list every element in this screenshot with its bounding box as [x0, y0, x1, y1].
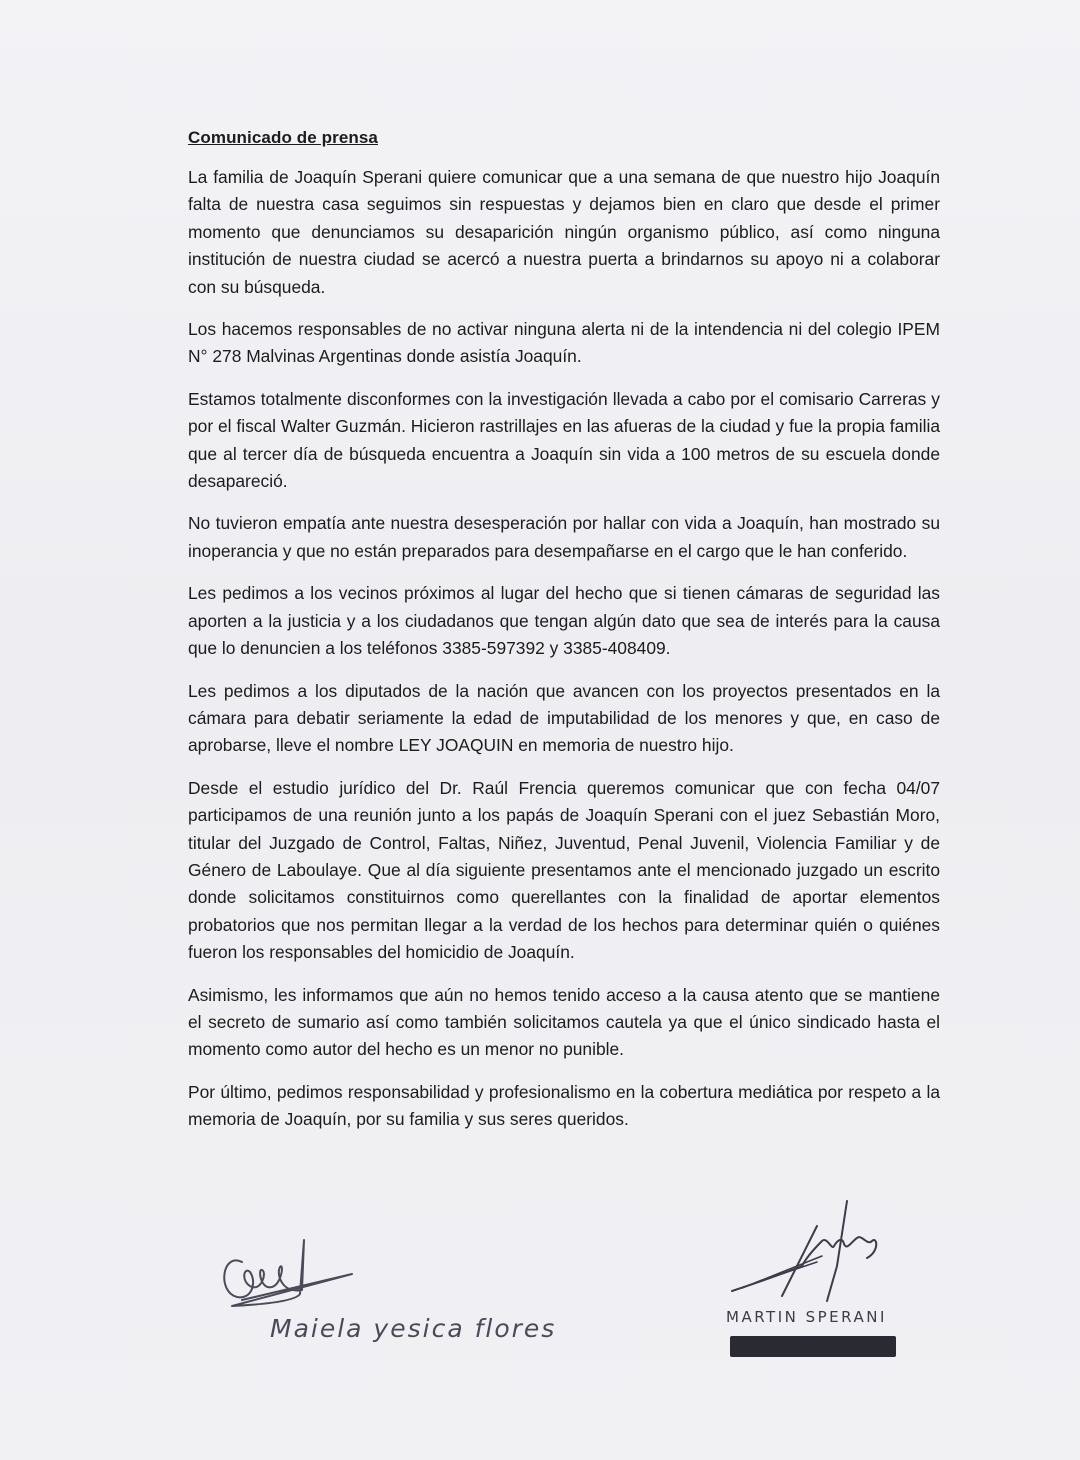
signer-id-redacted [730, 1330, 962, 1358]
paragraph-request-neighbors: Les pedimos a los vecinos próximos al lugar del hecho que si tienen cámaras de seguridad las aporten a la justicia y a los ciudadanos que tengan algún dato que sea de interés para la causa que lo denuncien a los teléfonos 3385-597392 y 3385-408409. [188, 583, 940, 659]
handwritten-signature-icon [212, 1232, 382, 1312]
signature-block-left [212, 1232, 612, 1343]
handwritten-signature-icon [722, 1196, 922, 1306]
paragraph-legal-firm: Desde el estudio jurídico del Dr. Raúl Frencia queremos comunicar que con fecha 04/07 participamos de una reunión junto a los papás de Joaquín Sperani con el juez Sebastián Moro, titular del Juzgado de Control, Faltas, Niñez, Juventud, Penal Juvenil, Violencia Familiar y de Género de Laboulaye. Que al día siguiente presentamos ante el mencionado juzgado un escrito donde solicitamos constituirnos como querellantes con la finalidad de aportar elementos probatorios que nos permitan llegar a la verdad de los hechos para determinar quién o quiénes fueron los responsables del homicidio de Joaquín. [188, 777, 940, 963]
paragraph-request-deputies: Les pedimos a los diputados de la nación que avancen con los proyectos presentados en la cámara para debatir seriamente la edad de imputabilidad de los menores y que, en caso de aprobarse, lleve el nombre LEY JOAQUIN en memoria de nuestro hijo. [188, 680, 940, 756]
redacted-id-number: [DNI redactado] [730, 1336, 896, 1357]
signer-name-right: MARTIN SPERANI [726, 1308, 887, 1326]
paragraph-responsibility: Los hacemos responsables de no activar ninguna alerta ni de la intendencia ni del colegio IPEM N° 278 Malvinas Argentinas donde asistía Joaquín. [188, 319, 940, 367]
document-title: Comunicado de prensa [188, 128, 378, 147]
signer-name-left: Maiela yesica flores [270, 1314, 557, 1343]
paragraph-case-access: Asimismo, les informamos que aún no hemos tenido acceso a la causa atento que se mantiene el secreto de sumario así como también solicitamos cautela ya que el único sindicado hasta el momento como autor del hecho es un menor no punible. [188, 984, 940, 1060]
paragraph-family-statement: La familia de Joaquín Sperani quiere comunicar que a una semana de que nuestro hijo Joaquín falta de nuestra casa seguimos sin respuestas y dejamos bien en claro que desde el primer momento que denunciamos su desaparición ningún organismo público, así como ninguna institución de nuestra ciudad se acercó a nuestra puerta a brindarnos su apoyo ni a colaborar con su búsqueda. [188, 167, 940, 297]
signature-block-right [722, 1196, 962, 1358]
paragraph-media-request: Por último, pedimos responsabilidad y profesionalismo en la cobertura mediática por respeto a la memoria de Joaquín, por su familia y sus seres queridos. [188, 1081, 940, 1130]
paragraph-empathy: No tuvieron empatía ante nuestra desesperación por hallar con vida a Joaquín, han mostrado su inoperancia y que no están preparados para desempañarse en el cargo que le han conferido. [188, 513, 940, 561]
paragraph-investigation: Estamos totalmente disconformes con la investigación llevada a cabo por el comisario Carreras y por el fiscal Walter Guzmán. Hicieron rastrillajes en las afueras de la ciudad y fue la propia familia que al tercer día de búsqueda encuentra a Joaquín sin vida a 100 metros de su escuela donde desapareció. [188, 388, 940, 492]
press-release [188, 128, 940, 1149]
